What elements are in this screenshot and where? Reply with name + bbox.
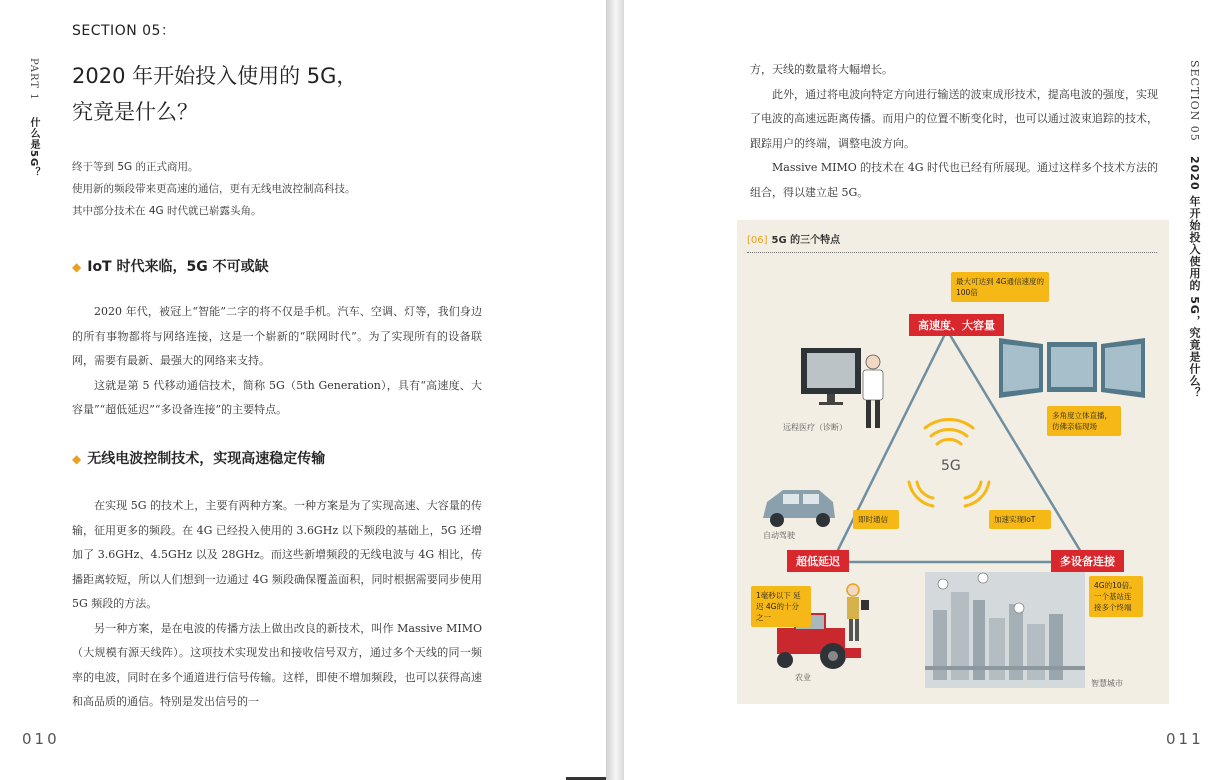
- section-2-body: [72, 494, 482, 715]
- section-side-label: SECTION 05: [1188, 60, 1201, 142]
- page-title: [72, 58, 357, 130]
- callout-iot: 加速实现IoT: [989, 510, 1051, 529]
- city-icon: [925, 572, 1085, 688]
- title-line-2: 究竟是什么？: [72, 100, 198, 124]
- callout-live-broadcast: 多角度立体直播，仿佛亲临现场: [1047, 406, 1121, 436]
- left-page: [0, 0, 606, 780]
- title-line-1: 2020 年开始投入使用的 5G，: [72, 64, 358, 88]
- callout-latency: 1毫秒以下 延迟 4G的十分之一: [751, 586, 811, 627]
- section-1-body: [72, 300, 482, 423]
- center-5g-label: 5G: [941, 458, 961, 474]
- farmer-icon: [847, 584, 869, 641]
- paragraph: 另一种方案，是在电波的传播方法上做出改良的新技术，叫作 Massive MIMO（大规模有源天线阵）。这项技术实现发出和接收信号双方，通过多个天线的同一频率的电波，同时在多个通道进行信号传输。这样，即使不增加频段，也可以获得高速和高品质的通信。特别是发出信号的一: [72, 621, 482, 708]
- paragraph: 这就是第 5 代移动通信技术，简称 5G（5th Generation），具有“高速度、大容量”“超低延迟”“多设备连接”的主要特点。: [72, 378, 482, 416]
- diamond-icon: ◆: [72, 260, 82, 274]
- label-auto-driving: 自动驾驶: [763, 531, 795, 540]
- figure-title-text: 5G 的三个特点: [771, 235, 841, 246]
- subheading-iot: [72, 256, 269, 276]
- right-body: [750, 58, 1158, 205]
- paragraph: 此外，通过将电波向特定方向进行输送的波束成形技术，提高电波的强度，实现了电波的高速远距离传播。而用户的位置不断变化时，也可以通过波束追踪的技术，跟踪用户的终端，调整电波方向。: [750, 87, 1158, 150]
- screens-icon: [999, 338, 1145, 398]
- figure-5g-features: [737, 220, 1169, 704]
- paragraph: 方，天线的数量将大幅增长。: [750, 63, 893, 76]
- monitor-icon: [801, 348, 861, 405]
- right-page: [624, 0, 1226, 780]
- label-smart-city: 智慧城市: [1091, 679, 1123, 688]
- intro-line: 其中部分技术在 4G 时代就已崭露头角。: [72, 205, 262, 217]
- intro-text: [72, 156, 356, 222]
- subheading-radio-control-text: 无线电波控制技术，实现高速稳定传输: [87, 451, 326, 467]
- intro-line: 使用新的频段带来更高速的通信，更有无线电波控制高科技。: [72, 183, 356, 195]
- figure-number: [06]: [747, 235, 768, 246]
- tag-low-latency: 超低延迟: [787, 550, 849, 572]
- label-agriculture: 农业: [795, 673, 811, 682]
- paragraph: Massive MIMO 的技术在 4G 时代也已经有所展现。通过这样多个技术方法的组合，得以建立起 5G。: [750, 161, 1159, 199]
- subheading-iot-text: IoT 时代来临，5G 不可或缺: [87, 259, 269, 275]
- diamond-icon: ◆: [72, 452, 82, 466]
- callout-ten-times: 4G的10倍。一个基站连接多个终端: [1089, 576, 1143, 617]
- tag-high-speed: 高速度、大容量: [909, 314, 1004, 336]
- page-number-right: 011: [1166, 730, 1204, 748]
- section-side-title: 2020 年开始投入使用的 5G，究竟是什么？: [1188, 156, 1201, 400]
- paragraph: 在实现 5G 的技术上，主要有两种方案。一种方案是为了实现高速、大容量的传输，征用更多的频段。在 4G 已经投入使用的 3.6GHz 以下频段的基础上，5G 还增加了 3.6GHz、4.5GHz 以及 28GHz。而这些新增频段的无线电波与 4G 相比，传播距离较短，所以人们想到一边通过 4G 频段确保覆盖面积，同时根据需要同步使用 5G 频段的方法。: [72, 499, 482, 610]
- book-gutter: [606, 0, 624, 780]
- page-number-left: 010: [22, 730, 60, 748]
- tag-multi-connection: 多设备连接: [1051, 550, 1124, 572]
- intro-line: 终于等到 5G 的正式商用。: [72, 161, 199, 173]
- part-title: 什么是5G？: [28, 116, 39, 178]
- doctor-icon: [863, 355, 883, 428]
- callout-speed: 最大可达到 4G通信速度的100倍: [951, 272, 1049, 302]
- label-remote-medical: 远程医疗（诊断）: [783, 423, 847, 432]
- left-side-label: [26, 58, 41, 178]
- callout-instant: 即时通信: [853, 510, 899, 529]
- car-icon: [763, 490, 835, 527]
- subheading-radio-control: [72, 448, 325, 468]
- paragraph: 2020 年代，被冠上“智能”二字的将不仅是手机。汽车、空调、灯等，我们身边的所有事物都将与网络连接，这是一个崭新的“联网时代”。为了实现所有的设备联网，需要有最新、最强大的网络来支持。: [72, 305, 482, 367]
- section-label: SECTION 05：: [72, 23, 176, 39]
- right-side-label: [1186, 60, 1202, 399]
- part-label: PART 1: [28, 58, 39, 101]
